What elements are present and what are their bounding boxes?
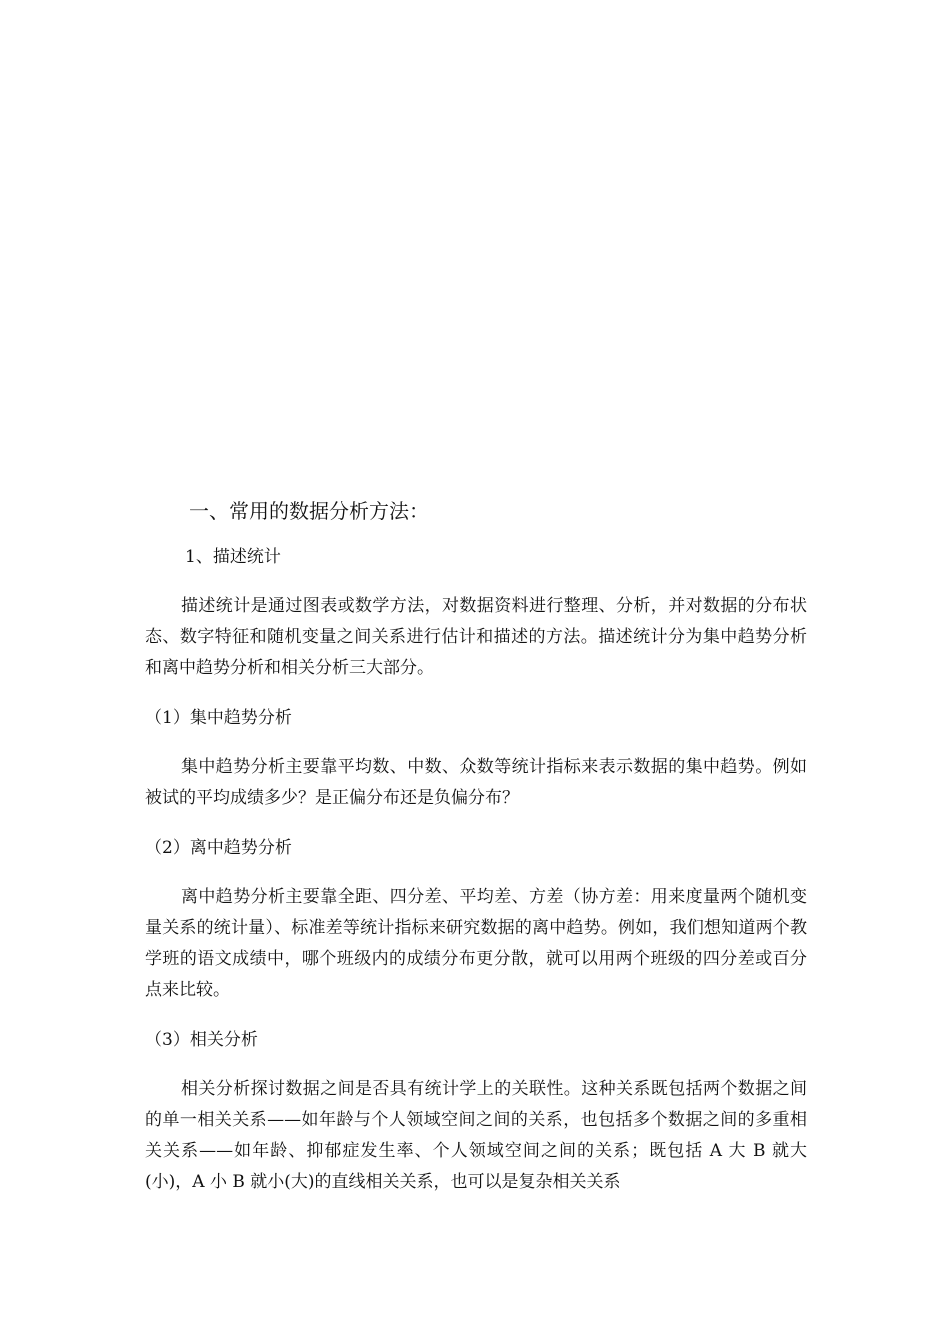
item-paragraph-central-tendency: 集中趋势分析主要靠平均数、中数、众数等统计指标来表示数据的集中趋势。例如被试的平均成绩多少？是正偏分布还是负偏分布？ <box>145 757 807 808</box>
item-heading-central-tendency: （1）集中趋势分析 <box>145 708 292 728</box>
section-heading: 一、常用的数据分析方法： <box>189 499 429 523</box>
subsection-heading: 1、描述统计 <box>185 547 281 567</box>
intro-paragraph: 描述统计是通过图表或数学方法，对数据资料进行整理、分析，并对数据的分布状态、数字特征和随机变量之间关系进行估计和描述的方法。描述统计分为集中趋势分析和离中趋势分析和相关分析三大部分。 <box>145 596 807 678</box>
item-heading-dispersion: （2）离中趋势分析 <box>145 838 292 858</box>
document-body <box>145 495 807 1218</box>
item-paragraph-correlation: 相关分析探讨数据之间是否具有统计学上的关联性。这种关系既包括两个数据之间的单一相关关系——如年龄与个人领域空间之间的关系，也包括多个数据之间的多重相关关系——如年龄、抑郁症发生率、个人领域空间之间的关系；既包括 A 大 B 就大(小)，A 小 B 就小(大)的直线相关关系，也可以是复杂相关关系 <box>145 1079 807 1192</box>
item-heading-correlation: （3）相关分析 <box>145 1030 258 1050</box>
item-paragraph-dispersion: 离中趋势分析主要靠全距、四分差、平均差、方差（协方差：用来度量两个随机变量关系的统计量）、标准差等统计指标来研究数据的离中趋势。例如，我们想知道两个教学班的语文成绩中，哪个班级内的成绩分布更分散，就可以用两个班级的四分差或百分点来比较。 <box>145 887 807 1000</box>
